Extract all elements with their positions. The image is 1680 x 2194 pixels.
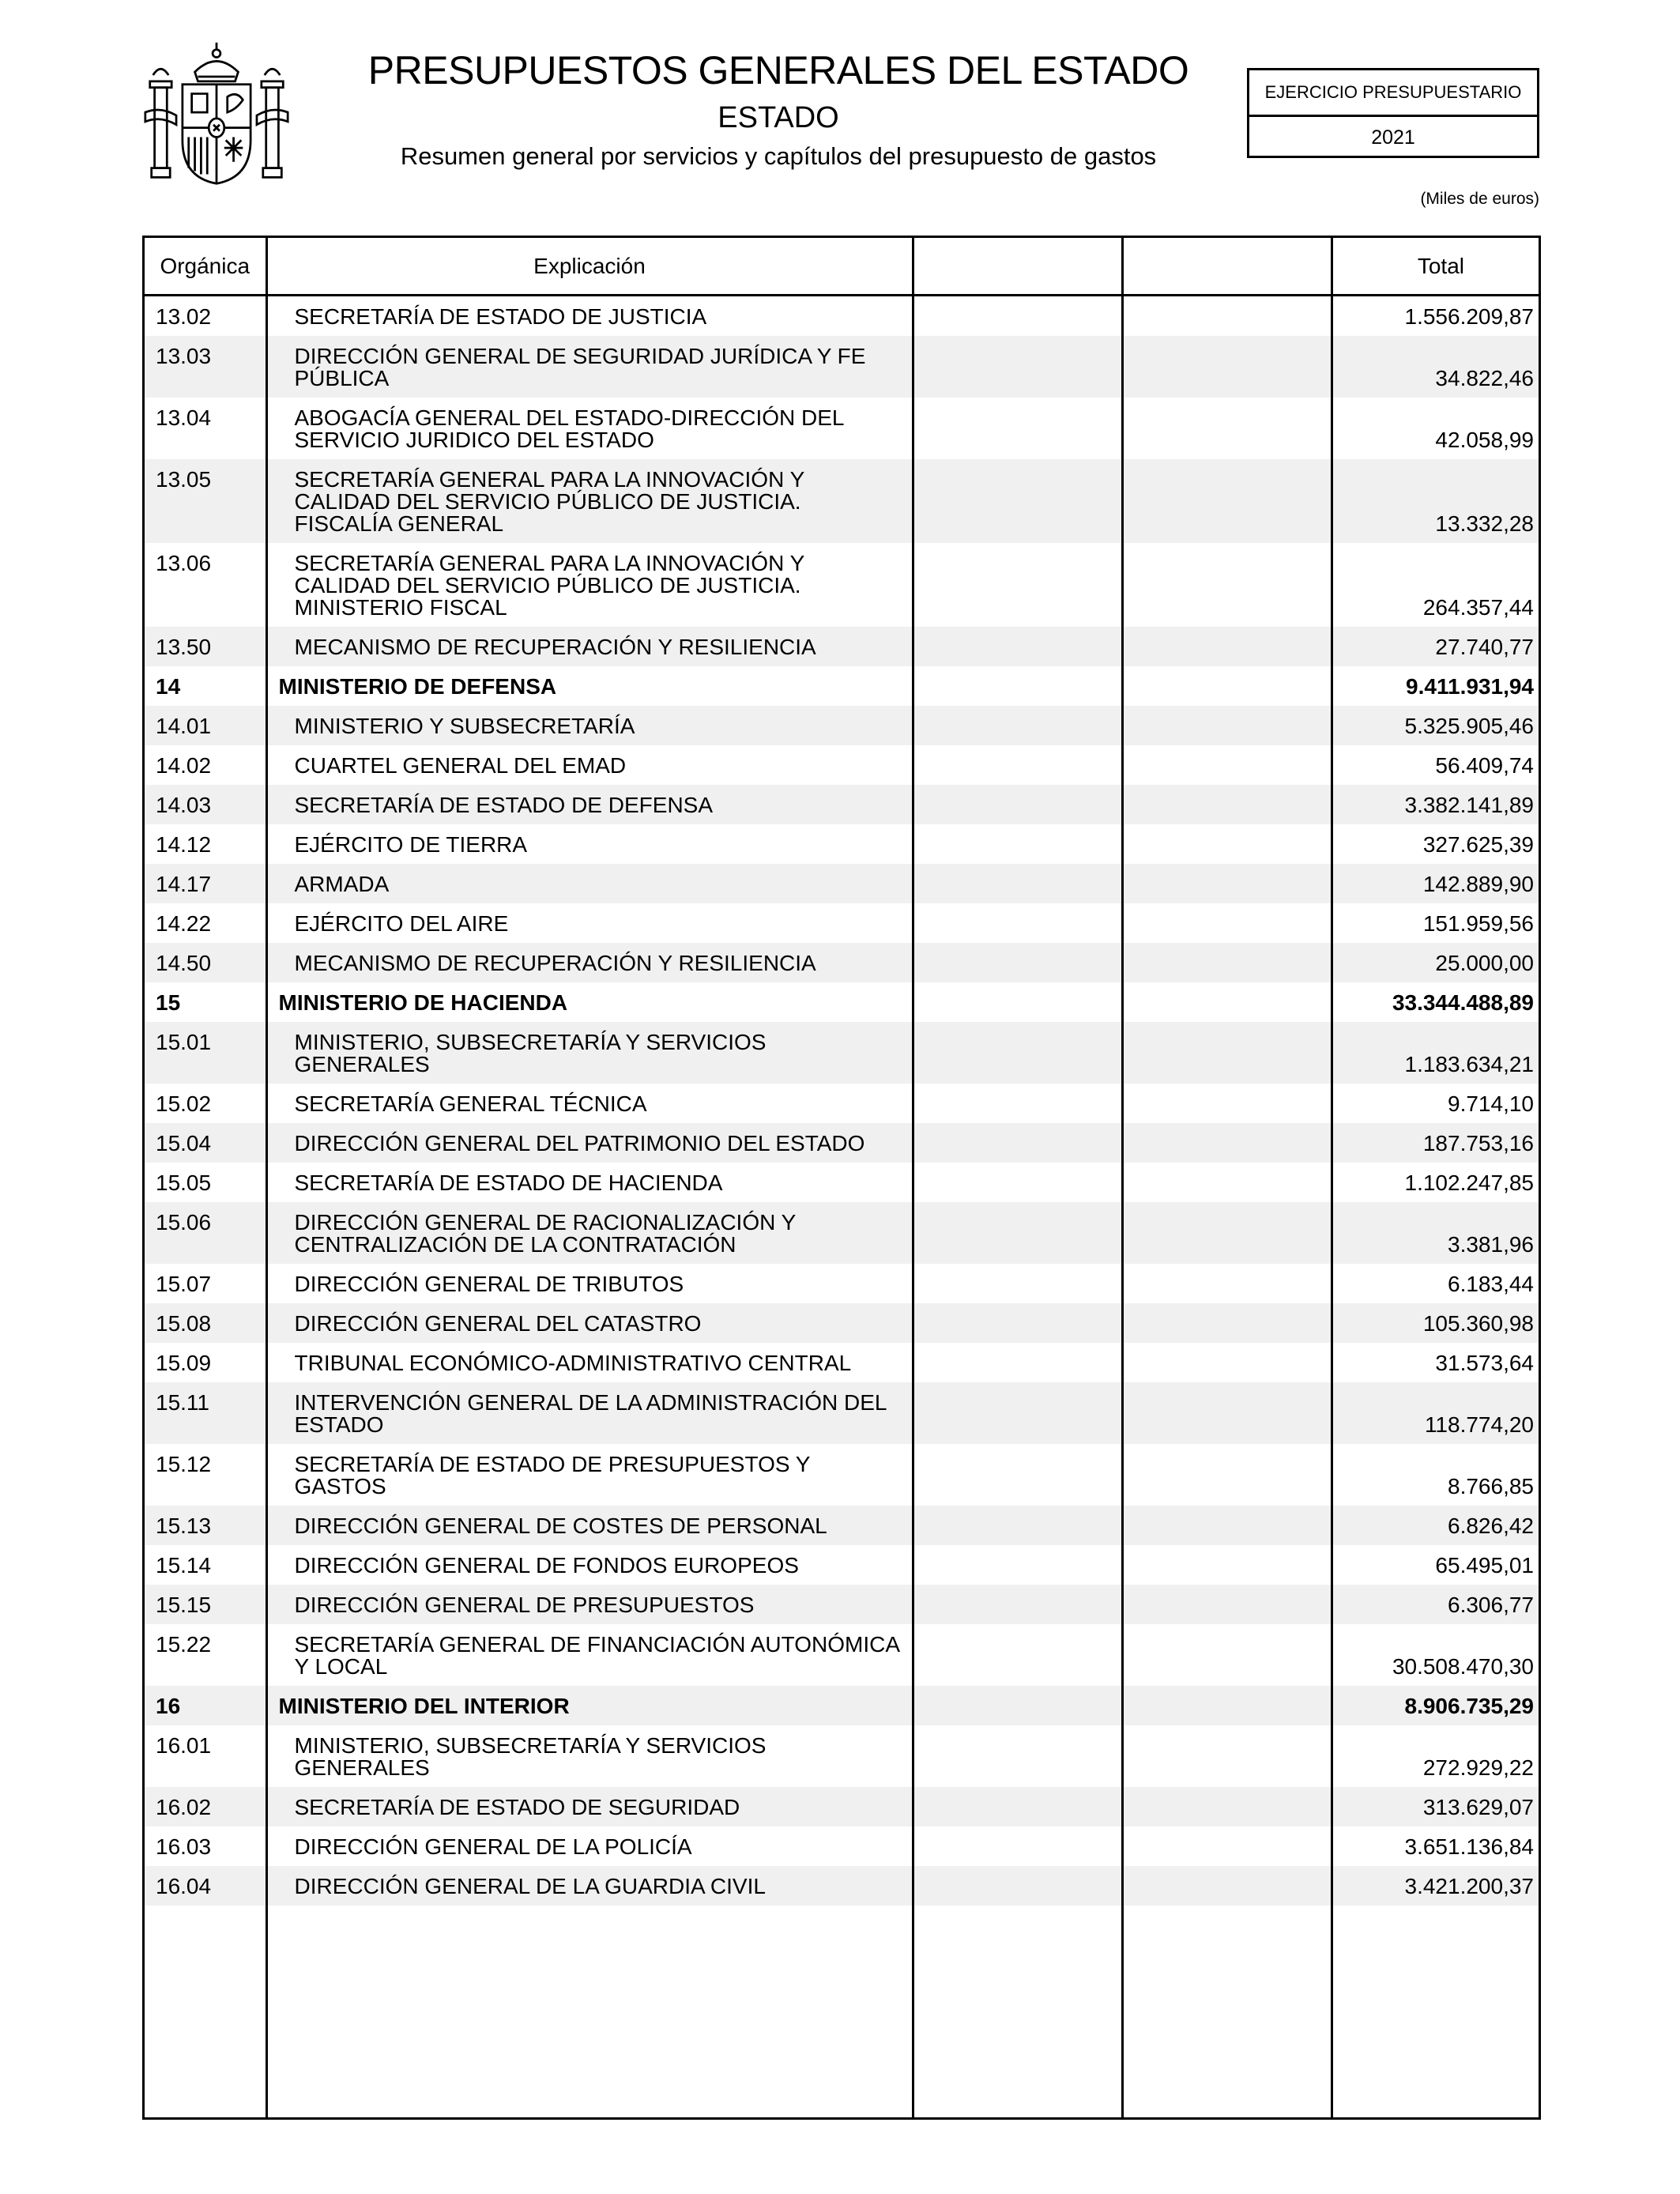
cell-explicacion: SECRETARÍA DE ESTADO DE SEGURIDAD: [266, 1787, 913, 1826]
page-subtitle: ESTADO: [718, 101, 839, 134]
page-description: Resumen general por servicios y capítulos del presupuesto de gastos: [400, 142, 1157, 170]
filler-cell: [1332, 1906, 1541, 2120]
cell-explicacion: DIRECCIÓN GENERAL DE FONDOS EUROPEOS: [266, 1545, 913, 1585]
cell-total: 105.360,98: [1332, 1303, 1541, 1343]
header-total: Total: [1332, 238, 1541, 296]
cell-explicacion: SECRETARÍA DE ESTADO DE HACIENDA: [266, 1163, 913, 1202]
cell-col4: [1122, 1444, 1332, 1506]
cell-explicacion: ARMADA: [266, 864, 913, 903]
header-col3: [913, 238, 1122, 296]
cell-col4: [1122, 1303, 1332, 1343]
cell-total: 3.381,96: [1332, 1202, 1541, 1264]
table-header-row: [145, 238, 1541, 296]
cell-col3: [913, 1022, 1122, 1084]
cell-col4: [1122, 1545, 1332, 1585]
cell-organica: 15.07: [145, 1264, 266, 1303]
cell-explicacion: SECRETARÍA DE ESTADO DE DEFENSA: [266, 785, 913, 824]
cell-organica: 15.14: [145, 1545, 266, 1585]
header-organica: Orgánica: [145, 238, 266, 296]
table-row: [145, 706, 1541, 745]
table-row: [145, 1123, 1541, 1163]
table-row: [145, 903, 1541, 943]
cell-col3: [913, 824, 1122, 864]
table-row: [145, 982, 1541, 1022]
cell-col3: [913, 745, 1122, 785]
cell-col4: [1122, 943, 1332, 982]
cell-col4: [1122, 982, 1332, 1022]
cell-organica: 14.12: [145, 824, 266, 864]
cell-organica: 15.13: [145, 1506, 266, 1545]
cell-explicacion: DIRECCIÓN GENERAL DE PRESUPUESTOS: [266, 1585, 913, 1624]
cell-total: 313.629,07: [1332, 1787, 1541, 1826]
cell-explicacion: MINISTERIO DE HACIENDA: [266, 982, 913, 1022]
cell-col4: [1122, 666, 1332, 706]
cell-explicacion: SECRETARÍA GENERAL DE FINANCIACIÓN AUTONÓMICA Y LOCAL: [266, 1624, 913, 1686]
cell-organica: 16: [145, 1686, 266, 1725]
cell-col4: [1122, 1686, 1332, 1725]
cell-total: 1.102.247,85: [1404, 1171, 1534, 1195]
cell-explicacion: SECRETARÍA GENERAL TÉCNICA: [266, 1084, 913, 1123]
cell-col4: [1122, 1343, 1332, 1382]
cell-col3: [913, 1826, 1122, 1866]
table-row: [145, 1022, 1541, 1084]
cell-organica: 14.50: [145, 943, 266, 982]
cell-organica: 14: [145, 666, 266, 706]
cell-total: 327.625,39: [1422, 832, 1534, 857]
cell-col4: [1122, 627, 1332, 666]
table-row: [145, 666, 1541, 706]
cell-total: 31.573,64: [1435, 1351, 1534, 1375]
fiscal-year-value: 2021: [1371, 126, 1415, 149]
cell-col3: [913, 785, 1122, 824]
cell-organica: 14.17: [145, 864, 266, 903]
cell-col4: [1122, 1123, 1332, 1163]
cell-explicacion: MECANISMO DE RECUPERACIÓN Y RESILIENCIA: [266, 627, 913, 666]
cell-col4: [1122, 864, 1332, 903]
cell-organica: 13.03: [145, 336, 266, 398]
table-row: [145, 864, 1541, 903]
table-row: [145, 296, 1541, 337]
cell-organica: 15.01: [145, 1022, 266, 1084]
cell-organica: 15.12: [145, 1444, 266, 1506]
cell-organica: 15.05: [145, 1163, 266, 1202]
cell-col3: [913, 903, 1122, 943]
cell-total: 6.306,77: [1332, 1585, 1541, 1624]
table-row: [145, 745, 1541, 785]
cell-col4: [1122, 459, 1332, 543]
table-row: [145, 1444, 1541, 1506]
cell-col4: [1122, 903, 1332, 943]
cell-total: 34.822,46: [1332, 336, 1541, 398]
cell-explicacion: MINISTERIO DE DEFENSA: [266, 666, 913, 706]
table-row: [145, 459, 1541, 543]
table-row: [145, 1866, 1541, 1906]
cell-explicacion: DIRECCIÓN GENERAL DE TRIBUTOS: [266, 1264, 913, 1303]
cell-organica: 14.01: [145, 706, 266, 745]
cell-col3: [913, 706, 1122, 745]
cell-organica: 16.02: [145, 1787, 266, 1826]
cell-col3: [913, 336, 1122, 398]
cell-col3: [913, 1686, 1122, 1725]
table-row: [145, 1264, 1541, 1303]
cell-total: 3.382.141,89: [1332, 785, 1541, 824]
table-row: [145, 1624, 1541, 1686]
cell-col3: [913, 1545, 1122, 1585]
cell-col4: [1122, 1202, 1332, 1264]
cell-col3: [913, 864, 1122, 903]
header-explicacion: Explicación: [266, 238, 913, 296]
cell-explicacion: MINISTERIO, SUBSECRETARÍA Y SERVICIOS GENERALES: [266, 1725, 913, 1787]
table-row: [145, 1303, 1541, 1343]
header-col4: [1122, 238, 1332, 296]
cell-total: 6.183,44: [1448, 1272, 1534, 1296]
cell-col4: [1122, 1382, 1332, 1444]
table-row: [145, 1506, 1541, 1545]
cell-col4: [1122, 1826, 1332, 1866]
page-title: PRESUPUESTOS GENERALES DEL ESTADO: [367, 48, 1189, 92]
cell-total: 25.000,00: [1332, 943, 1541, 982]
cell-col4: [1122, 785, 1332, 824]
cell-col4: [1122, 706, 1332, 745]
cell-organica: 13.05: [145, 459, 266, 543]
cell-col3: [913, 627, 1122, 666]
cell-col4: [1122, 336, 1332, 398]
cell-total: 56.409,74: [1435, 753, 1534, 778]
budget-table: [142, 236, 1541, 2120]
cell-organica: 15.08: [145, 1303, 266, 1343]
cell-col3: [913, 1585, 1122, 1624]
cell-col4: [1122, 1866, 1332, 1906]
cell-organica: 16.03: [145, 1826, 266, 1866]
cell-organica: 15: [145, 982, 266, 1022]
table-row: [145, 1585, 1541, 1624]
cell-explicacion: SECRETARÍA GENERAL PARA LA INNOVACIÓN Y CALIDAD DEL SERVICIO PÚBLICO DE JUSTICIA. MINISTERIO FISCAL: [266, 543, 913, 627]
cell-explicacion: DIRECCIÓN GENERAL DE SEGURIDAD JURÍDICA Y FE PÚBLICA: [266, 336, 913, 398]
cell-organica: 13.50: [145, 627, 266, 666]
cell-total: 187.753,16: [1332, 1123, 1541, 1163]
cell-total: 151.959,56: [1422, 911, 1534, 936]
cell-col3: [913, 459, 1122, 543]
table-row: [145, 398, 1541, 459]
cell-explicacion: CUARTEL GENERAL DEL EMAD: [266, 745, 913, 785]
cell-col3: [913, 1506, 1122, 1545]
cell-col3: [913, 1725, 1122, 1787]
cell-total: 264.357,44: [1422, 595, 1534, 620]
cell-explicacion: INTERVENCIÓN GENERAL DE LA ADMINISTRACIÓN DEL ESTADO: [266, 1382, 913, 1444]
cell-organica: 13.02: [145, 296, 266, 337]
cell-col3: [913, 1382, 1122, 1444]
cell-total: 27.740,77: [1332, 627, 1541, 666]
fiscal-year-box: [1247, 68, 1539, 158]
table-row: [145, 627, 1541, 666]
cell-explicacion: DIRECCIÓN GENERAL DE LA GUARDIA CIVIL: [266, 1866, 913, 1906]
cell-total: 272.929,22: [1422, 1755, 1534, 1780]
cell-col4: [1122, 1787, 1332, 1826]
coat-of-arms-logo: [139, 38, 294, 193]
cell-col4: [1122, 745, 1332, 785]
cell-col4: [1122, 398, 1332, 459]
cell-col3: [913, 398, 1122, 459]
cell-col4: [1122, 1624, 1332, 1686]
table-row: [145, 1163, 1541, 1202]
cell-explicacion: DIRECCIÓN GENERAL DE LA POLICÍA: [266, 1826, 913, 1866]
cell-organica: 15.22: [145, 1624, 266, 1686]
cell-col3: [913, 1084, 1122, 1123]
table-row: [145, 785, 1541, 824]
cell-organica: 15.06: [145, 1202, 266, 1264]
cell-organica: 13.04: [145, 398, 266, 459]
cell-total: 9.714,10: [1448, 1091, 1534, 1116]
cell-explicacion: SECRETARÍA GENERAL PARA LA INNOVACIÓN Y CALIDAD DEL SERVICIO PÚBLICO DE JUSTICIA. FISCALÍA GENERAL: [266, 459, 913, 543]
table-row: [145, 1084, 1541, 1123]
cell-organica: 15.02: [145, 1084, 266, 1123]
cell-col3: [913, 943, 1122, 982]
cell-total: 3.651.136,84: [1404, 1834, 1534, 1859]
table-row: [145, 824, 1541, 864]
cell-col4: [1122, 1084, 1332, 1123]
table-row: [145, 543, 1541, 627]
cell-col4: [1122, 1585, 1332, 1624]
filler-cell: [913, 1906, 1122, 2120]
cell-total: 118.774,20: [1332, 1382, 1541, 1444]
cell-total: 9.411.931,94: [1406, 674, 1534, 699]
cell-col3: [913, 1123, 1122, 1163]
cell-col3: [913, 1303, 1122, 1343]
table-row: [145, 1202, 1541, 1264]
cell-organica: 15.09: [145, 1343, 266, 1382]
cell-col4: [1122, 1506, 1332, 1545]
filler-cell: [266, 1906, 913, 2120]
filler-cell: [145, 1906, 266, 2120]
cell-organica: 15.11: [145, 1382, 266, 1444]
cell-col4: [1122, 1725, 1332, 1787]
table-row: [145, 1343, 1541, 1382]
cell-total: 1.556.209,87: [1404, 304, 1534, 329]
cell-col3: [913, 1444, 1122, 1506]
fiscal-year-label: EJERCICIO PRESUPUESTARIO: [1249, 70, 1537, 117]
cell-col4: [1122, 1163, 1332, 1202]
cell-explicacion: DIRECCIÓN GENERAL DE RACIONALIZACIÓN Y CENTRALIZACIÓN DE LA CONTRATACIÓN: [266, 1202, 913, 1264]
table-filler-row: [145, 1906, 1541, 2120]
cell-col4: [1122, 1022, 1332, 1084]
cell-explicacion: SECRETARÍA DE ESTADO DE JUSTICIA: [266, 296, 913, 337]
table-row: [145, 1686, 1541, 1725]
cell-organica: 14.03: [145, 785, 266, 824]
cell-explicacion: EJÉRCITO DEL AIRE: [266, 903, 913, 943]
cell-explicacion: MINISTERIO DEL INTERIOR: [266, 1686, 913, 1725]
cell-col4: [1122, 824, 1332, 864]
table-body: [145, 296, 1541, 2120]
cell-organica: 15.15: [145, 1585, 266, 1624]
cell-col3: [913, 1866, 1122, 1906]
cell-total: 142.889,90: [1332, 864, 1541, 903]
cell-col4: [1122, 296, 1332, 337]
cell-col3: [913, 1264, 1122, 1303]
units-note: (Miles de euros): [1420, 190, 1539, 208]
table-row: [145, 1725, 1541, 1787]
table-row: [145, 943, 1541, 982]
cell-organica: 14.02: [145, 745, 266, 785]
cell-total: 65.495,01: [1435, 1553, 1534, 1578]
cell-total: 6.826,42: [1332, 1506, 1541, 1545]
table-row: [145, 1382, 1541, 1444]
cell-col3: [913, 1202, 1122, 1264]
table-row: [145, 1787, 1541, 1826]
cell-explicacion: DIRECCIÓN GENERAL DE COSTES DE PERSONAL: [266, 1506, 913, 1545]
cell-col4: [1122, 543, 1332, 627]
cell-organica: 15.04: [145, 1123, 266, 1163]
cell-col3: [913, 982, 1122, 1022]
cell-explicacion: EJÉRCITO DE TIERRA: [266, 824, 913, 864]
cell-organica: 16.01: [145, 1725, 266, 1787]
cell-total: 13.332,28: [1332, 459, 1541, 543]
cell-total: 1.183.634,21: [1332, 1022, 1541, 1084]
cell-total: 33.344.488,89: [1392, 990, 1534, 1015]
cell-explicacion: MECANISMO DE RECUPERACIÓN Y RESILIENCIA: [266, 943, 913, 982]
filler-cell: [1122, 1906, 1332, 2120]
cell-organica: 13.06: [145, 543, 266, 627]
cell-total: 8.906.735,29: [1332, 1686, 1541, 1725]
cell-col3: [913, 1343, 1122, 1382]
cell-total: 42.058,99: [1435, 428, 1534, 452]
cell-explicacion: ABOGACÍA GENERAL DEL ESTADO-DIRECCIÓN DEL SERVICIO JURIDICO DEL ESTADO: [266, 398, 913, 459]
cell-organica: 16.04: [145, 1866, 266, 1906]
table-row: [145, 1826, 1541, 1866]
cell-total: 5.325.905,46: [1332, 706, 1541, 745]
table-row: [145, 1545, 1541, 1585]
cell-total: 30.508.470,30: [1392, 1654, 1534, 1679]
cell-col3: [913, 1787, 1122, 1826]
table-row: [145, 336, 1541, 398]
cell-col3: [913, 543, 1122, 627]
cell-explicacion: DIRECCIÓN GENERAL DEL PATRIMONIO DEL ESTADO: [266, 1123, 913, 1163]
cell-explicacion: TRIBUNAL ECONÓMICO-ADMINISTRATIVO CENTRAL: [266, 1343, 913, 1382]
cell-total: 8.766,85: [1448, 1474, 1534, 1498]
cell-col4: [1122, 1264, 1332, 1303]
cell-col3: [913, 1163, 1122, 1202]
cell-explicacion: MINISTERIO Y SUBSECRETARÍA: [266, 706, 913, 745]
cell-explicacion: SECRETARÍA DE ESTADO DE PRESUPUESTOS Y GASTOS: [266, 1444, 913, 1506]
cell-explicacion: MINISTERIO, SUBSECRETARÍA Y SERVICIOS GENERALES: [266, 1022, 913, 1084]
cell-organica: 14.22: [145, 903, 266, 943]
cell-total: 3.421.200,37: [1332, 1866, 1541, 1906]
cell-explicacion: DIRECCIÓN GENERAL DEL CATASTRO: [266, 1303, 913, 1343]
cell-col3: [913, 666, 1122, 706]
cell-col3: [913, 1624, 1122, 1686]
cell-col3: [913, 296, 1122, 337]
